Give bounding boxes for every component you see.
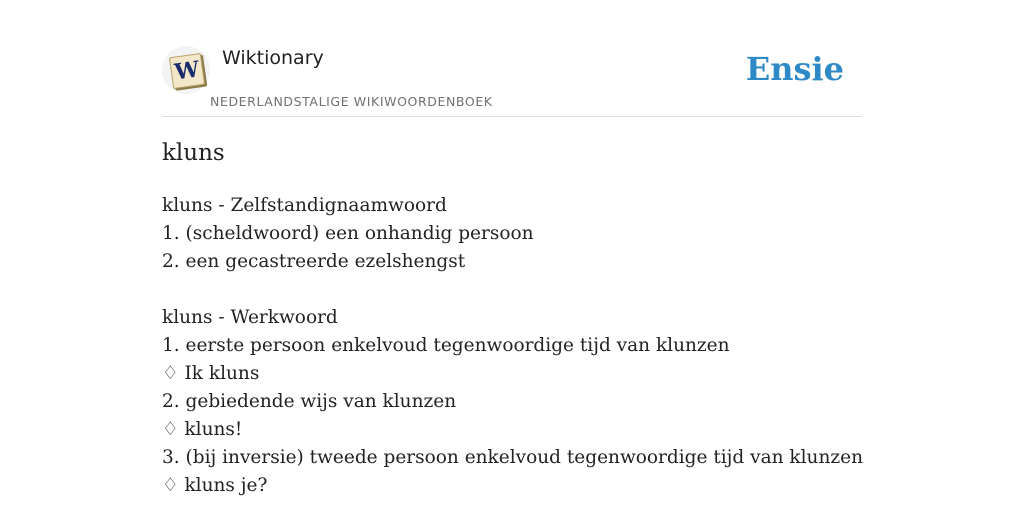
example-line: ♢ kluns!: [162, 419, 243, 440]
ensie-brand-logo[interactable]: Ensie: [745, 50, 844, 88]
definition-line: 2. gebiedende wijs van klunzen: [162, 391, 457, 412]
site-header: [162, 38, 862, 117]
section-heading-noun: kluns - Zelfstandignaamwoord: [162, 195, 447, 216]
wiktionary-logo-icon[interactable]: [162, 46, 210, 94]
site-title[interactable]: Wiktionary: [222, 47, 324, 69]
definition-line: 1. eerste persoon enkelvoud tegenwoordige tijd van klunzen: [162, 335, 730, 356]
definitions: [162, 192, 862, 500]
logo-tile: W: [169, 53, 205, 89]
site-subtitle: NEDERLANDSTALIGE WIKIWOORDENBOEK: [210, 94, 493, 109]
entry-title: kluns: [162, 140, 225, 166]
section-heading-verb: kluns - Werkwoord: [162, 307, 338, 328]
definition-line: 2. een gecastreerde ezelshengst: [162, 251, 466, 272]
section-spacer: [162, 276, 862, 304]
definition-line: 1. (scheldwoord) een onhandig persoon: [162, 223, 534, 244]
definition-line: 3. (bij inversie) tweede persoon enkelvoud tegenwoordige tijd van klunzen: [162, 447, 863, 468]
example-line: ♢ Ik kluns: [162, 363, 260, 384]
example-line: ♢ kluns je?: [162, 475, 268, 496]
